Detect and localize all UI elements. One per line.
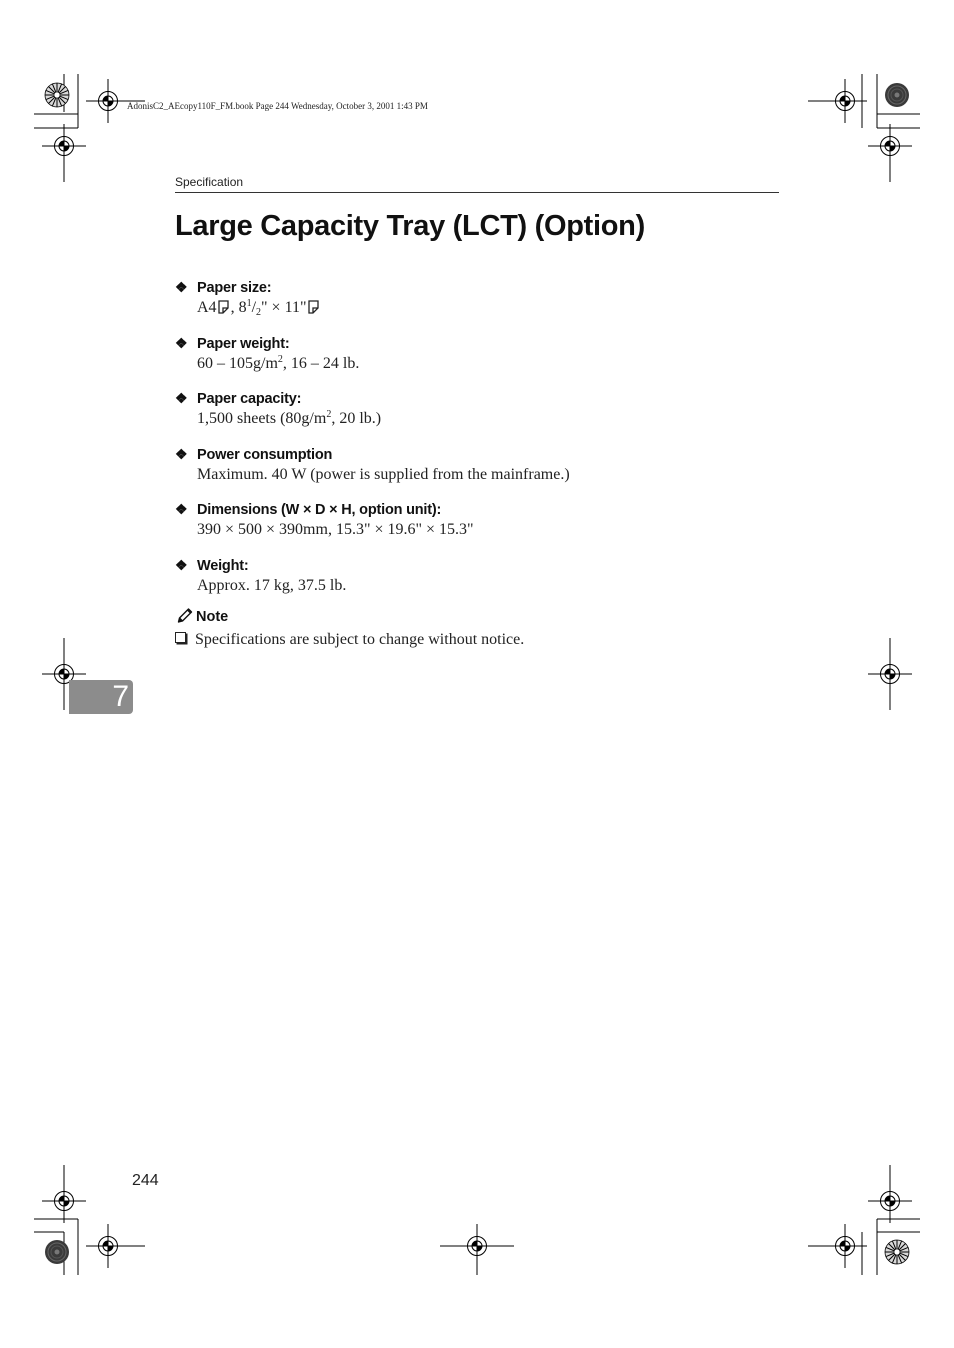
spec-dimensions — [175, 498, 775, 554]
diamond-bullet-icon: ❖ — [175, 279, 188, 295]
spec-value: $60 - 105g/m^2$, 16 – 24 lb. — [197, 353, 360, 372]
spec-heading: ❖ Dimensions (W × D × H, option unit): — [175, 498, 775, 520]
spec-value: A4 , $8^1/_2$" × 11" — [175, 298, 775, 318]
spec-list — [175, 276, 775, 609]
spec-heading: ❖ Weight: — [175, 554, 775, 576]
spec-value: Maximum. 40 W (power is supplied from the mainframe.) — [197, 465, 570, 483]
paper-orientation-icon — [308, 300, 319, 314]
spec-power-consumption — [175, 443, 775, 499]
spec-heading: ❖ Power consumption — [175, 443, 775, 465]
diamond-bullet-icon: ❖ — [175, 556, 188, 573]
spec-paper-capacity — [175, 387, 775, 443]
spec-heading: ❖ Paper capacity: — [175, 387, 775, 409]
spec-value: 1,500 sheets ($80g/m^2$, 20 lb.) — [197, 409, 382, 427]
file-info: AdonisC2_AEcopy110F_FM.book Page 244 Wednesday, October 3, 2001 1:43 PM — [127, 101, 428, 111]
diamond-bullet-icon: ❖ — [175, 390, 188, 406]
page-number: 244 — [132, 1172, 159, 1189]
paper-orientation-icon — [218, 300, 229, 314]
section-label: Specification — [175, 175, 244, 189]
section-divider — [175, 192, 779, 193]
page-title: Large Capacity Tray (LCT) (Option) — [175, 210, 645, 242]
chapter-tab — [69, 680, 133, 714]
spec-paper-weight — [175, 332, 775, 388]
diamond-bullet-icon: ❖ — [175, 445, 188, 462]
spec-paper-size — [175, 276, 775, 332]
diamond-bullet-icon: ❖ — [175, 334, 188, 351]
note-heading: Note — [175, 606, 228, 628]
spec-weight — [175, 554, 775, 610]
diamond-bullet-icon: ❖ — [175, 501, 188, 517]
spec-heading: ❖ Paper weight: — [175, 332, 775, 354]
spec-value: 390 × 500 × 390mm, 15.3" × 19.6" × 15.3" — [197, 521, 474, 538]
chapter-number: 7 — [112, 680, 129, 713]
checkbox-icon — [175, 632, 186, 643]
note-item: Specifications are subject to change without notice. — [175, 630, 524, 650]
spec-value: Approx. 17 kg, 37.5 lb. — [197, 576, 347, 594]
pencil-icon — [175, 608, 196, 624]
spec-heading: ❖ Paper size: — [175, 276, 775, 298]
